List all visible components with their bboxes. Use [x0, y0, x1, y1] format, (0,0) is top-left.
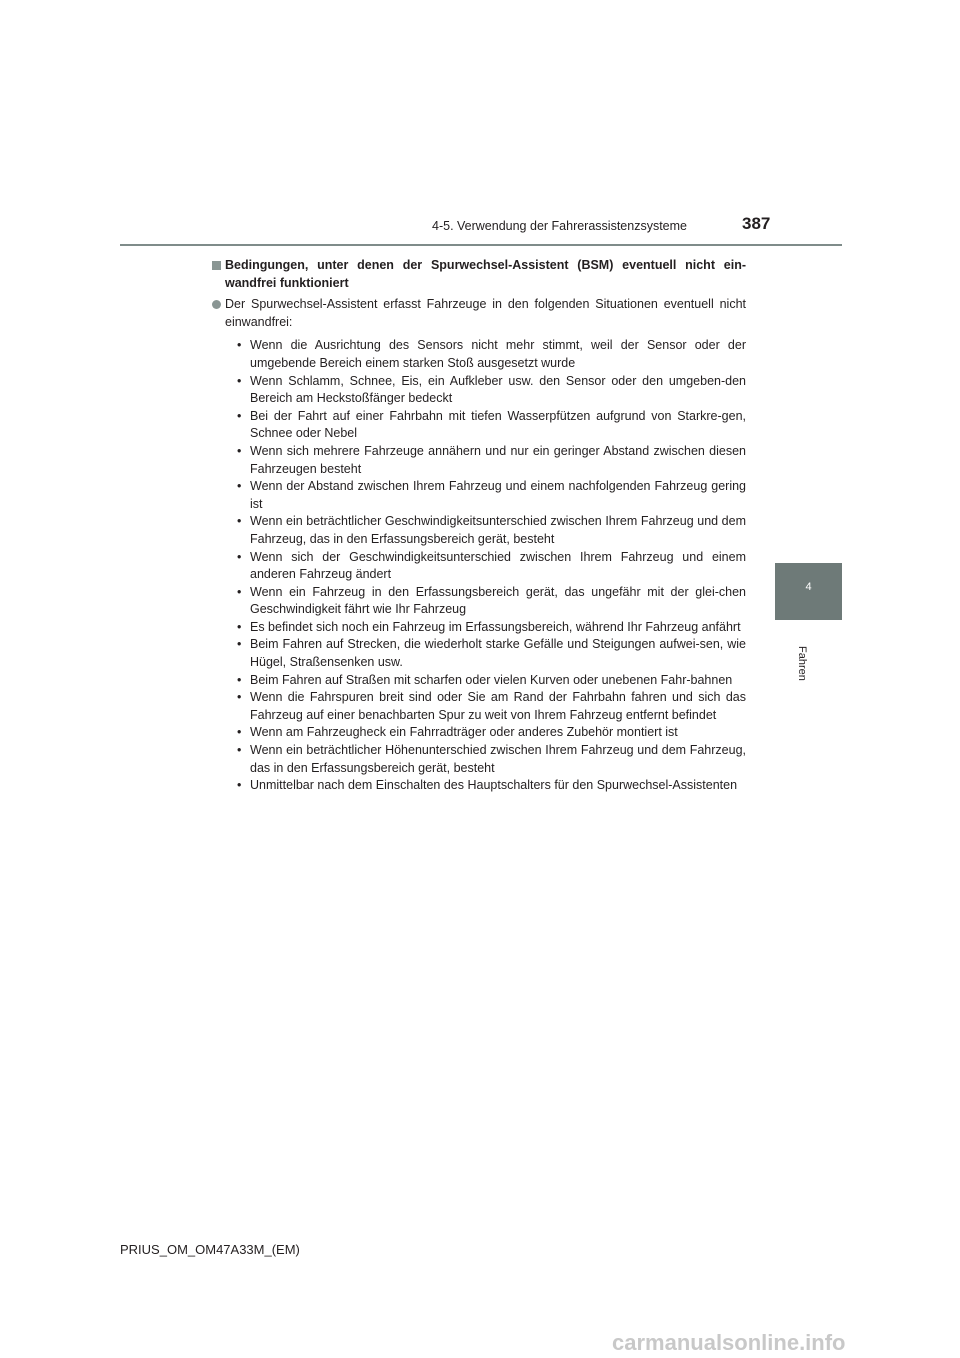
document-code: PRIUS_OM_OM47A33M_(EM) [120, 1242, 300, 1257]
list-item: • Es befindet sich noch ein Fahrzeug im Erfassungsbereich, während Ihr Fahrzeug anfährt [237, 619, 746, 637]
square-bullet-icon [212, 261, 221, 270]
lead-text: Der Spurwechsel-Assistent erfasst Fahrzeuge in den folgenden Situationen eventuell nicht einwandfrei: [225, 297, 746, 329]
section-heading-text: Bedingungen, unter denen der Spurwechsel-Assistent (BSM) eventuell nicht ein-wandfrei funktioniert [225, 258, 746, 290]
list-item: • Unmittelbar nach dem Einschalten des Hauptschalters für den Spurwechsel-Assistenten [237, 777, 746, 795]
bullet-icon: • [237, 514, 242, 529]
header-section-title: 4-5. Verwendung der Fahrerassistenzsysteme [432, 219, 687, 233]
condition-list [212, 337, 746, 794]
chapter-tab [775, 563, 842, 620]
header-divider [120, 244, 842, 246]
list-item: • Wenn ein beträchtlicher Höhenunterschied zwischen Ihrem Fahrzeug und dem Fahrzeug, das in den Erfassungsbereich gerät, besteht [237, 743, 746, 775]
page-number: 387 [742, 214, 771, 233]
list-item: • Wenn der Abstand zwischen Ihrem Fahrzeug und einem nachfolgenden Fahrzeug gering ist [237, 479, 746, 511]
bullet-icon: • [237, 637, 242, 652]
chapter-number: 4 [805, 581, 812, 593]
list-item: • Wenn die Ausrichtung des Sensors nicht mehr stimmt, weil der Sensor oder der umgebende Bereich einem starken Stoß ausgesetzt wurde [237, 338, 746, 370]
bullet-icon: • [237, 778, 242, 793]
chapter-label: Fahren [796, 646, 808, 681]
list-item: • Beim Fahren auf Strecken, die wiederholt starke Gefälle und Steigungen aufwei-sen, wie Hügel, Straßensenken usw. [237, 637, 746, 670]
list-item: • Wenn Schlamm, Schnee, Eis, ein Aufkleber usw. den Sensor oder den umgeben-den Bereich am Heckstoßfänger bedeckt [237, 373, 746, 406]
bullet-icon: • [237, 549, 242, 564]
list-item: • Wenn ein Fahrzeug in den Erfassungsbereich gerät, das ungefähr mit der glei-chen Geschwindigkeit fährt wie Ihr Fahrzeug [237, 584, 746, 617]
list-item: • Wenn sich der Geschwindigkeitsunterschied zwischen Ihrem Fahrzeug und einem anderen Fahrzeug ändert [237, 549, 746, 582]
bullet-icon: • [237, 672, 242, 687]
list-item: • Beim Fahren auf Straßen mit scharfen oder vielen Kurven oder unebenen Fahr-bahnen [237, 672, 746, 690]
list-item: • Wenn die Fahrspuren breit sind oder Sie am Rand der Fahrbahn fahren und sich das Fahrzeug auf einer benachbarten Spur zu weit von Ihrem Fahrzeug entfernt befindet [237, 690, 746, 722]
bullet-icon: • [237, 725, 242, 740]
circle-bullet-icon [212, 300, 221, 309]
bullet-icon: • [237, 408, 242, 423]
bullet-icon: • [237, 584, 242, 599]
section-heading [212, 257, 746, 292]
list-item: • Wenn am Fahrzeugheck ein Fahrradträger oder anderes Zubehör montiert ist [237, 724, 746, 742]
bullet-icon: • [237, 443, 242, 458]
list-item: • Wenn sich mehrere Fahrzeuge annähern und nur ein geringer Abstand zwischen diesen Fahrzeugen besteht [237, 443, 746, 476]
list-item: • Wenn ein beträchtlicher Geschwindigkeitsunterschied zwischen Ihrem Fahrzeug und dem Fahrzeug, das in den Erfassungsbereich gerät, besteht [237, 514, 746, 546]
bullet-icon: • [237, 743, 242, 758]
bullet-icon: • [237, 619, 242, 634]
list-item: • Bei der Fahrt auf einer Fahrbahn mit tiefen Wasserpfützen aufgrund von Starkre-gen, Schnee oder Nebel [237, 408, 746, 441]
site-watermark: carmanualsonline.info [612, 1330, 846, 1355]
bullet-icon: • [237, 373, 242, 388]
bullet-icon: • [237, 690, 242, 705]
lead-paragraph [212, 296, 746, 331]
main-content [212, 257, 746, 795]
bullet-icon: • [237, 338, 242, 353]
bullet-icon: • [237, 479, 242, 494]
